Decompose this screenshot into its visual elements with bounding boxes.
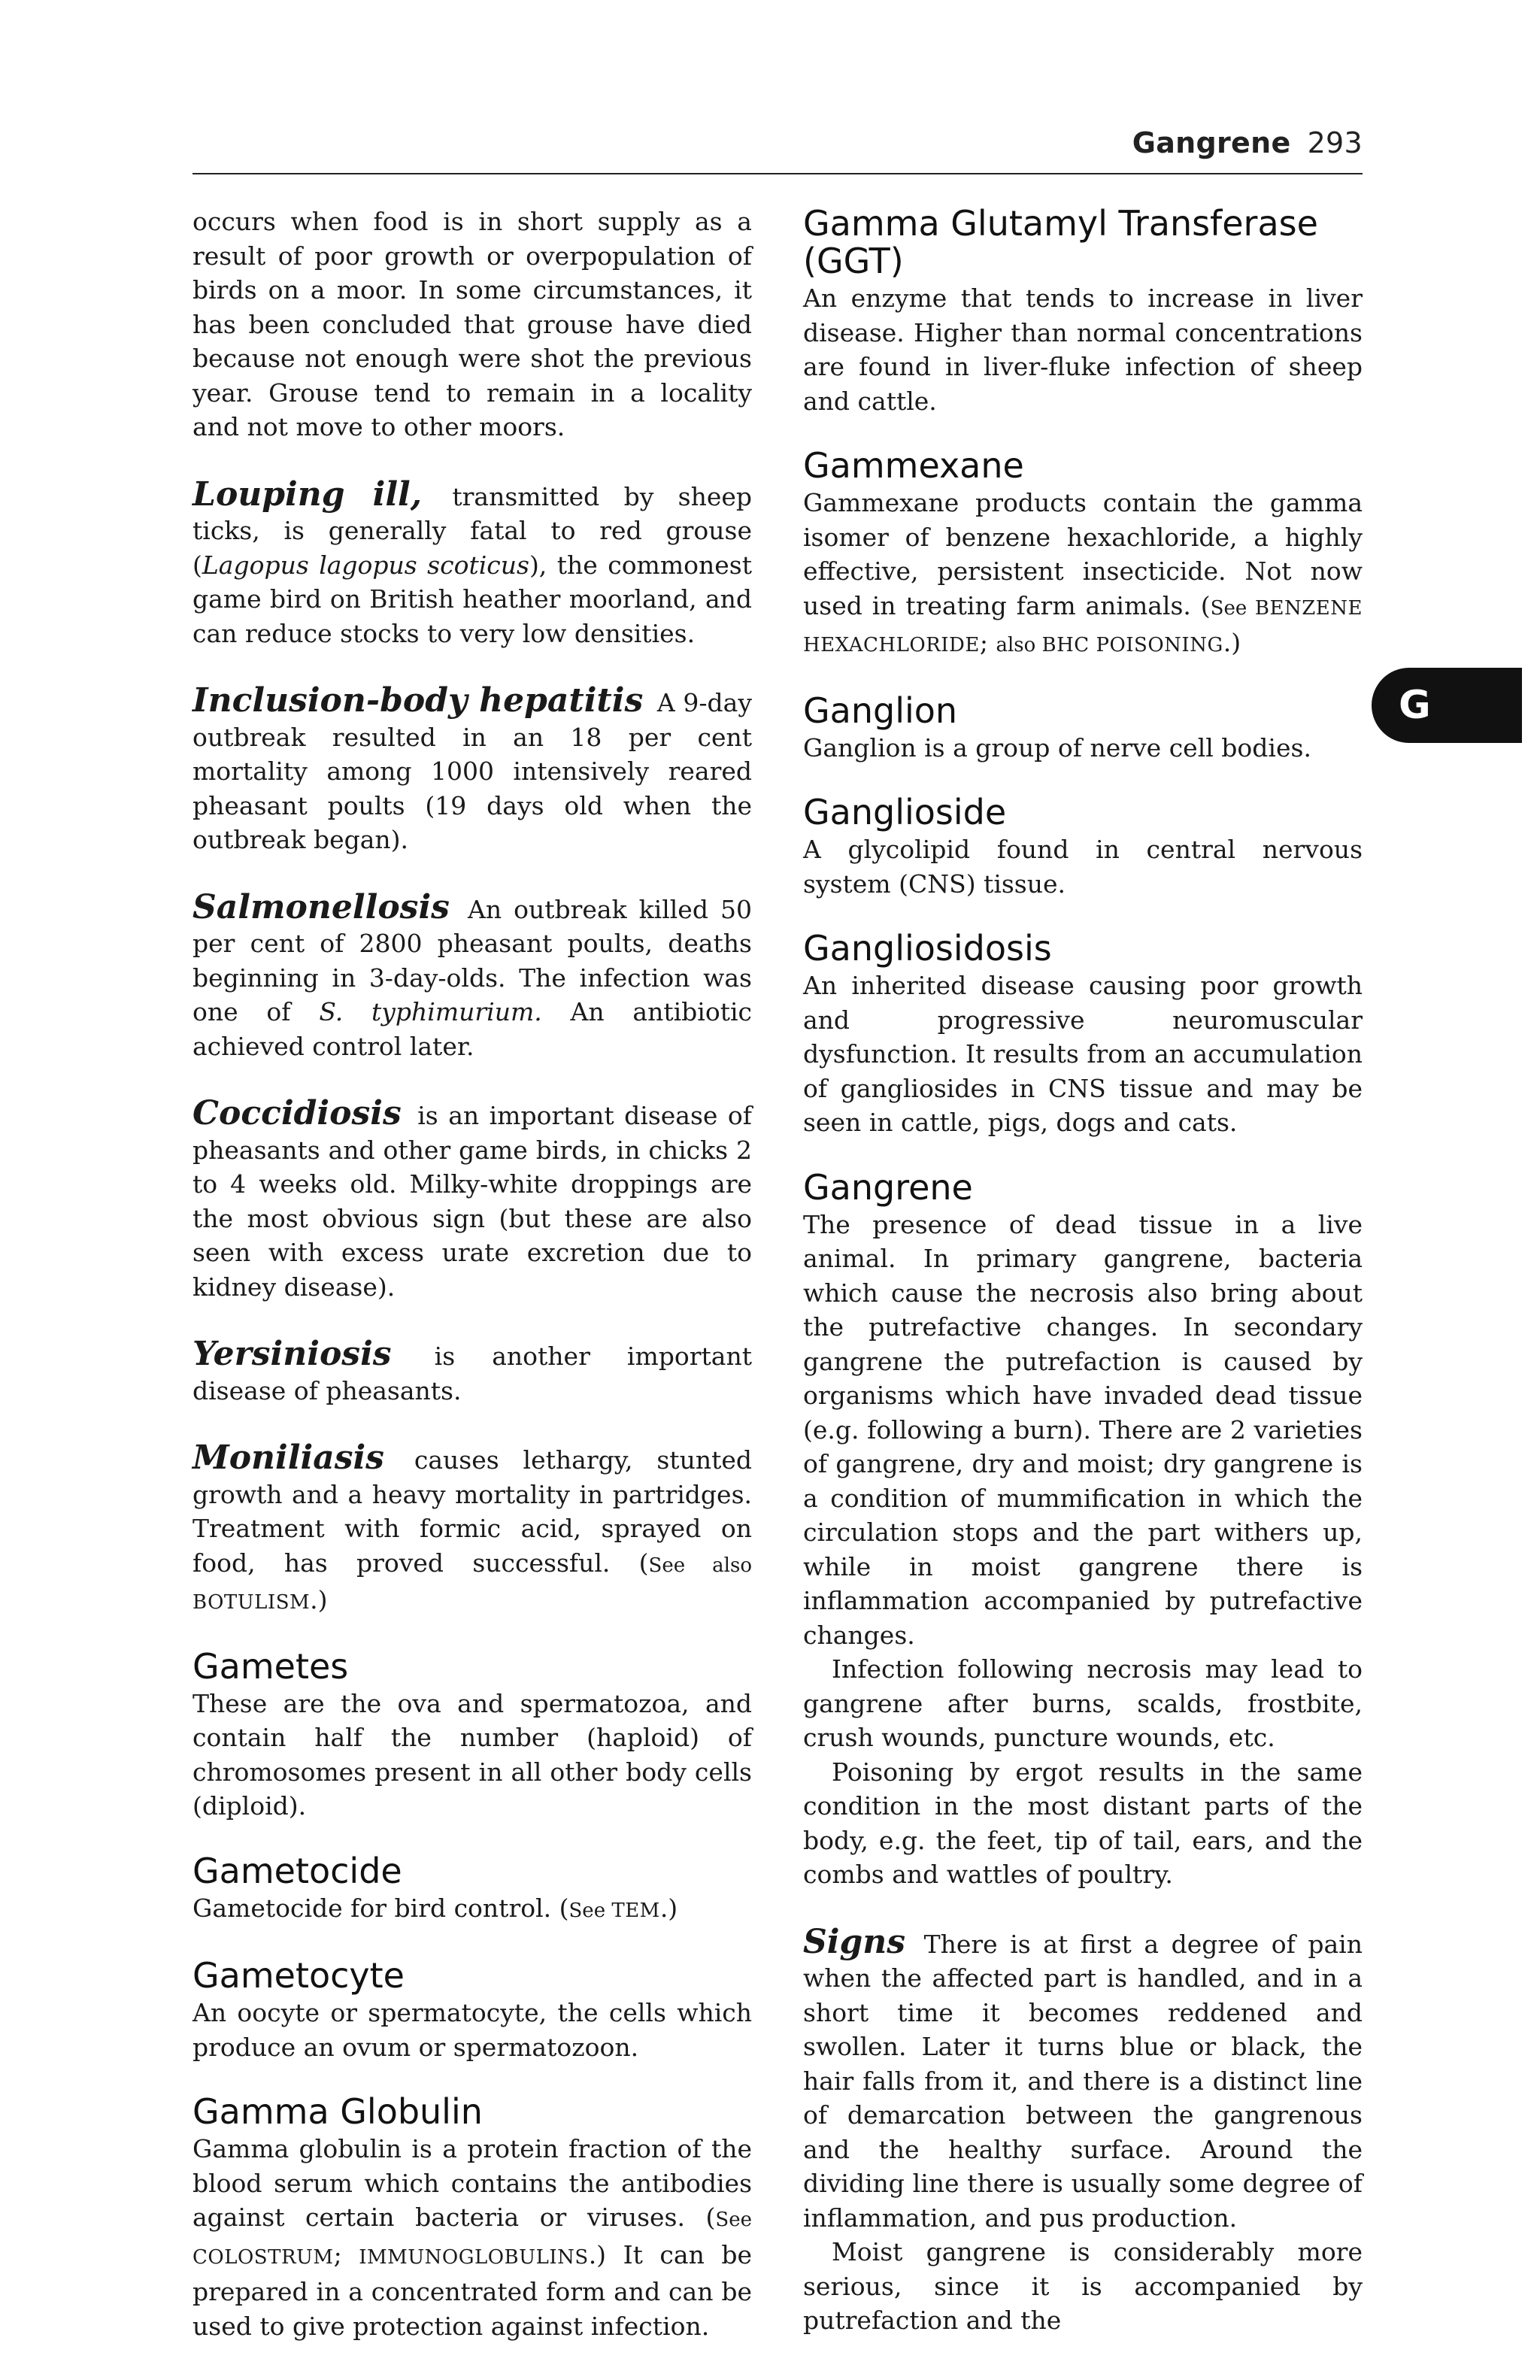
thumb-index-tab <box>1372 668 1522 743</box>
entry-body: An enzyme that tends to increase in liver disease. Higher than normal concentrations are found in liver-fluke infection of sheep and cattle. <box>803 283 1363 416</box>
right-column <box>803 205 1363 2366</box>
thumb-index-letter: G <box>1399 683 1431 728</box>
entry-heading: Gammexane <box>803 445 1024 486</box>
entry-gametes <box>192 1645 752 1824</box>
continued-paragraph: occurs when food is in short supply as a result of poor growth or overpopulation of birds on a moor. In some circumstances, it has been concluded that grouse have died because not enough were shot the previous year. Grouse tend to remain in a locality and not move to other moors. <box>192 207 752 441</box>
entry-salmonellosis: Salmonellosis An outbreak killed 50 per cent of 2800 pheasant poults, deaths beginning in 3-day-olds. The infection was one of S. typhimurium. An antibiotic achieved control later. <box>192 887 753 1061</box>
entry-heading: Gangliosidosis <box>803 928 1052 969</box>
entry-body: An oocyte or spermatocyte, the cells which produce an ovum or spermatozoon. <box>192 1998 752 2062</box>
entry-gametocyte <box>192 1957 752 2064</box>
entry-heading: Gamma Glutamyl Transferase (GGT) <box>803 203 1318 281</box>
entry-heading: Gametes <box>192 1645 349 1687</box>
run-in-heading: Coccidiosis <box>192 1094 402 1132</box>
page-number: 293 <box>1307 126 1363 159</box>
entry-gangrene <box>803 1166 1363 2338</box>
entry-body: The presence of dead tissue in a live animal. In primary gangrene, bacteria which cause the necrosis also bring about the putrefactive changes. In secondary gangrene the putrefaction is caused by organisms which have invaded dead tissue (e.g. following a burn). There are 2 varieties of gangrene, dry and moist; dry gangrene is a condition of mummification in which the circulation stops and the part withers up, while in moist gangrene there is inflammation accompanied by putrefactive changes. <box>803 1209 1363 1650</box>
cross-reference: TEM <box>611 1899 660 1922</box>
entry-heading: Ganglioside <box>803 792 1007 832</box>
species-name: Lagopus lagopus scoticus <box>202 550 529 580</box>
entry-gammexane <box>803 447 1363 663</box>
entry-body: These are the ova and spermatozoa, and contain half the number (haploid) of chromosomes present in all other body cells (diploid). <box>192 1688 752 1821</box>
entry-yersiniosis: Yersiniosis is another important disease of pheasants. <box>192 1335 752 1405</box>
entry-ganglion <box>803 692 1363 766</box>
entry-body: Gammexane products contain the gamma isomer of benzene hexachloride, a highly effective, persistent insecticide. Not now used in treating farm animals. (See BENZENE HEXACHLORIDE; also BHC POISONING.) <box>803 488 1363 657</box>
entry-body: A glycolipid found in central nervous system (CNS) tissue. <box>803 835 1363 899</box>
entry-body: Gamma globulin is a protein fraction of the blood serum which contains the antibodies against certain bacteria or viruses. (See COLOSTRUM; IMMUNOGLOBULINS.) It can be prepared in a concentrated form and can be used to give protection against infection. <box>192 2134 752 2341</box>
entry-body: Moist gangrene is considerably more serious, since it is accompanied by putrefaction and the <box>803 2237 1363 2335</box>
run-in-heading: Louping ill, <box>192 474 423 514</box>
entry-moniliasis: Moniliasis causes lethargy, stunted growth and a heavy mortality in partridges. Treatment with formic acid, sprayed on food, has proved successful. (See also BOTULISM.) <box>192 1439 752 1614</box>
running-head <box>1132 126 1363 159</box>
entry-body: Poisoning by ergot results in the same condition in the most distant parts of the body, e.g. the feet, tip of tail, ears, and the combs and wattles of poultry. <box>803 1757 1363 1889</box>
signs-paragraph: Signs There is at first a degree of pain when the affected part is handled, and in a short time it becomes reddened and swollen. Later it turns blue or black, the hair falls from it, and there is a distinct line of demarcation between the gangrenous and the healthy surface. Around the dividing line there is usually some degree of inflammation, and pus production. <box>803 1922 1363 2233</box>
running-head-title: Gangrene <box>1132 126 1291 159</box>
entry-heading: Gangrene <box>803 1166 973 1208</box>
cross-reference: BENZENE HEXACHLORIDE <box>803 596 1363 656</box>
entry-body: An inherited disease causing poor growth and progressive neuromuscular dysfunction. It results from an accumulation of gangliosides in CNS tissue and may be seen in cattle, pigs, dogs and cats. <box>803 971 1363 1137</box>
run-in-heading: Yersiniosis <box>192 1335 392 1373</box>
run-in-heading: Salmonellosis <box>192 887 450 926</box>
entry-louping-ill: Louping ill, transmitted by sheep ticks, is generally fatal to red grouse (Lagopus lagopus scoticus), the commonest game bird on British heather moorland, and can reduce stocks to very low densities. <box>192 474 753 648</box>
species-name: S. typhimurium. <box>319 997 542 1026</box>
entry-heading: Gametocyte <box>192 1955 405 1996</box>
cross-reference: IMMUNOGLOBULINS <box>359 2245 589 2269</box>
cross-reference: COLOSTRUM <box>192 2245 334 2269</box>
cross-reference: BOTULISM <box>192 1591 311 1614</box>
run-in-heading: Signs <box>803 1922 906 1961</box>
run-in-heading: Inclusion-body hepatitis <box>192 681 644 720</box>
entry-coccidiosis: Coccidiosis is an important disease of pheasants and other game birds, in chicks 2 to 4 weeks old. Milky-white droppings are the most obvious sign (but these are also seen with excess urate excretion due to kidney disease). <box>192 1094 752 1302</box>
entry-body: Infection following necrosis may lead to gangrene after burns, scalds, frostbite, crush wounds, puncture wounds, etc. <box>803 1654 1363 1752</box>
entry-body: Gametocide for bird control. (See TEM.) <box>192 1893 678 1923</box>
cross-reference: BHC POISONING <box>1041 634 1223 656</box>
left-column <box>192 205 752 2372</box>
entry-gamma-globulin <box>192 2093 752 2343</box>
running-header <box>192 126 1363 174</box>
entry-body: Ganglion is a group of nerve cell bodies. <box>803 732 1311 763</box>
entry-heading: Ganglion <box>803 690 958 731</box>
entry-gametocide <box>192 1852 752 1929</box>
entry-gangliosidosis <box>803 929 1363 1140</box>
entry-heading: Gametocide <box>192 1850 402 1891</box>
entry-ggt <box>803 205 1363 418</box>
entry-heading: Gamma Globulin <box>192 2091 483 2132</box>
entry-inclusion-body-hepatitis: Inclusion-body hepatitis A 9-day outbreak resulted in an 18 per cent mortality among 1000 intensively reared pheasant poults (19 days old when the outbreak began). <box>192 681 752 854</box>
entry-ganglioside <box>803 793 1363 901</box>
run-in-heading: Moniliasis <box>192 1439 384 1477</box>
